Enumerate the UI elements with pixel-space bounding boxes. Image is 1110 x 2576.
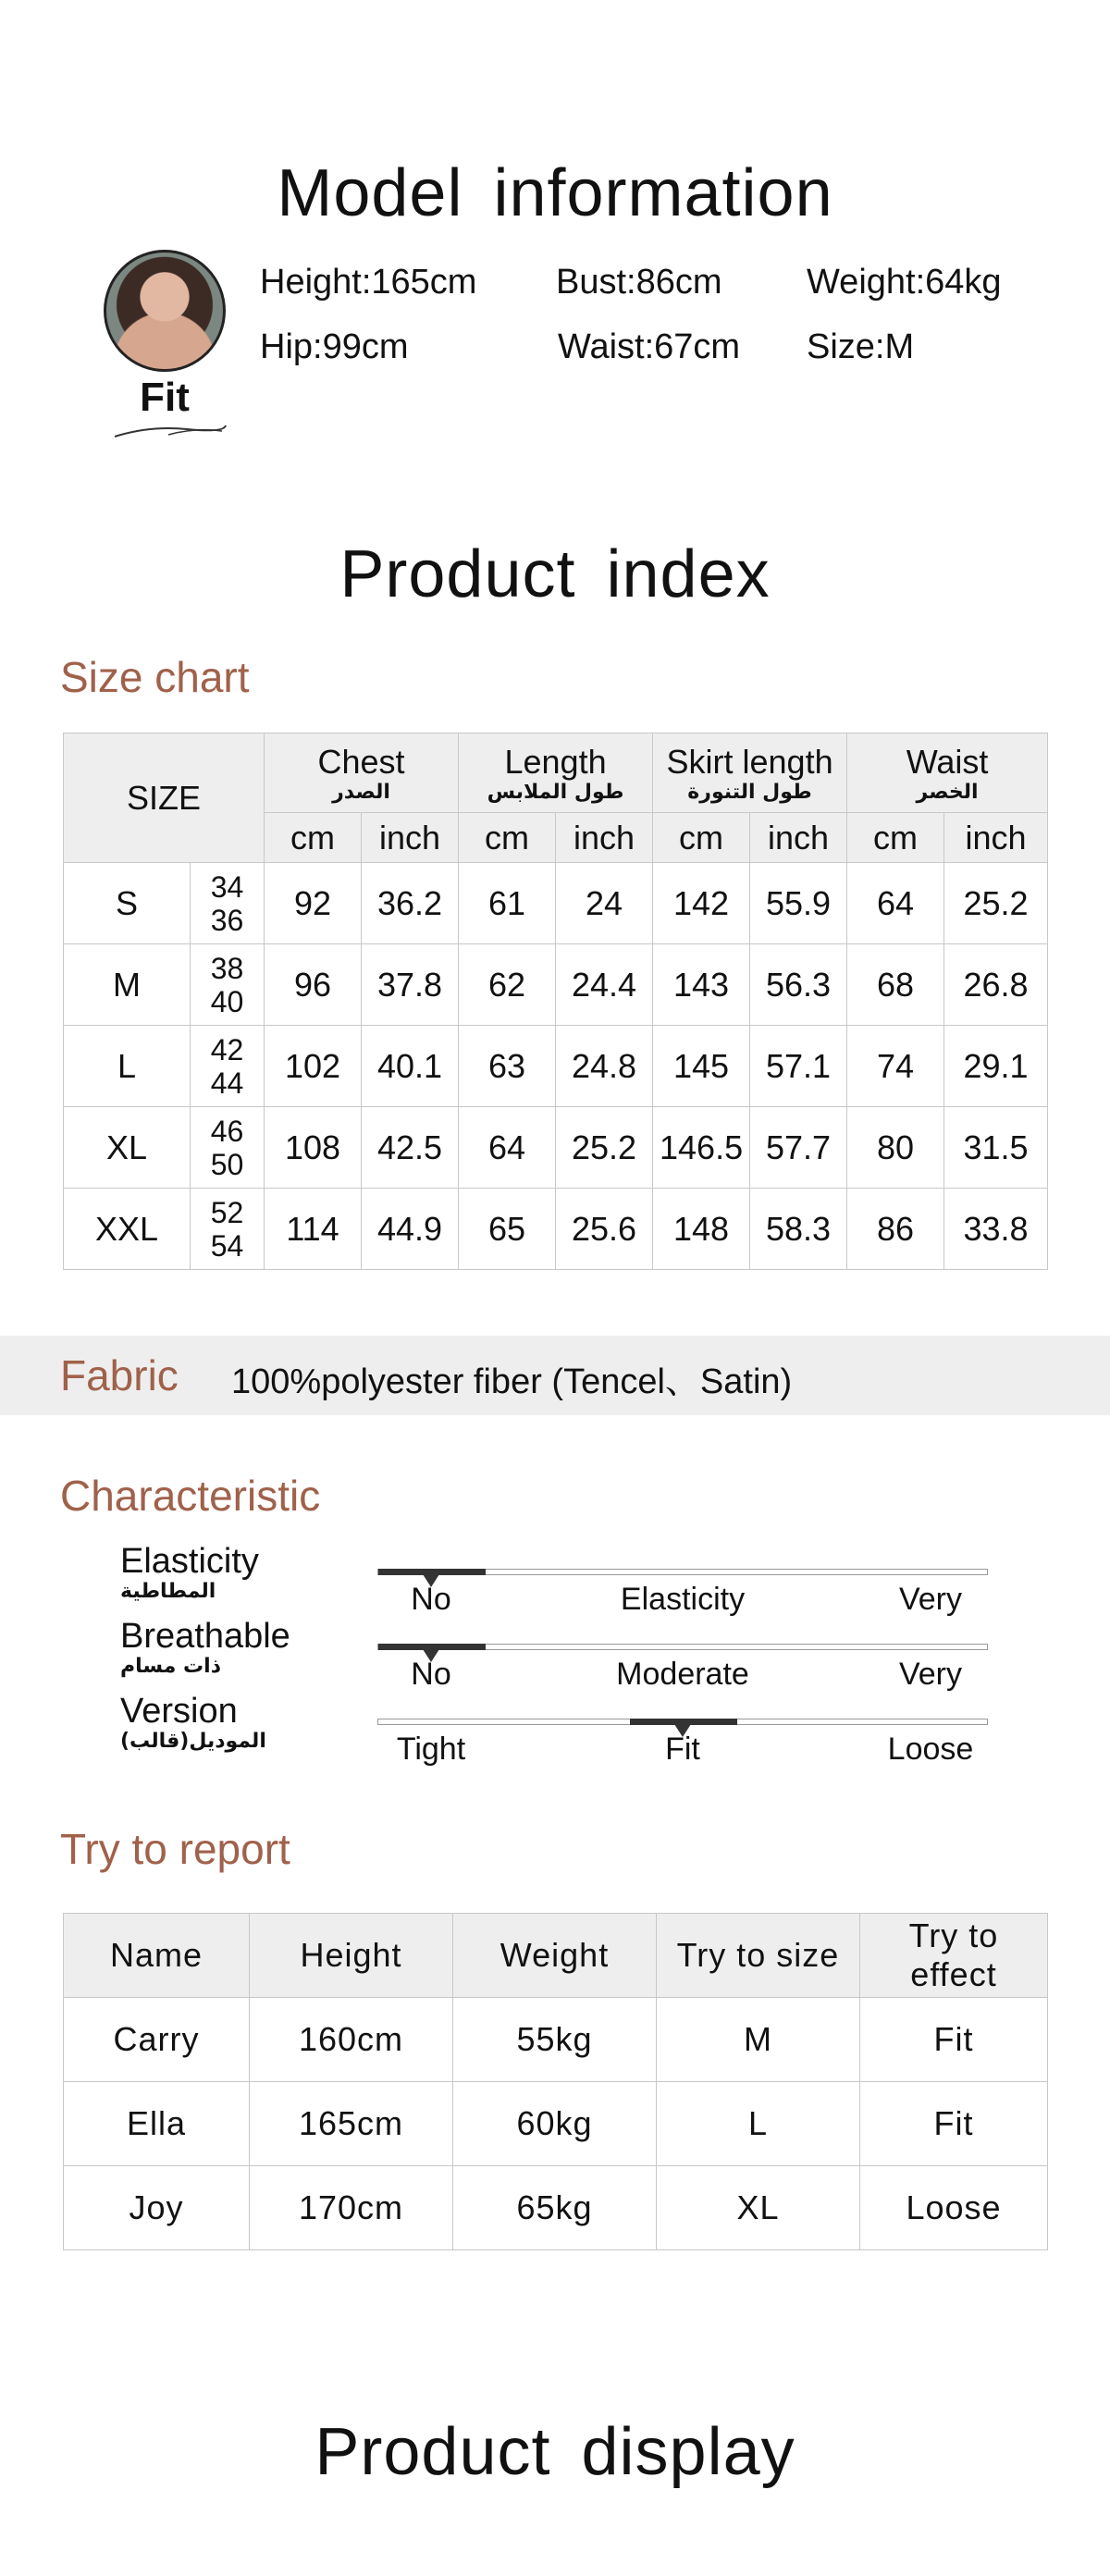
report-cell: Fit	[860, 2082, 1048, 2166]
measure-cell: 31.5	[944, 1107, 1048, 1189]
report-cell: Carry	[64, 1998, 250, 2082]
model-height: Height:165cm	[260, 263, 477, 302]
model-weight: Weight:64kg	[807, 263, 1002, 302]
eu-size-cell: 42 44	[191, 1026, 265, 1107]
fit-swoosh-icon	[113, 418, 228, 441]
report-cell: Loose	[860, 2166, 1048, 2250]
measure-cell: 57.1	[750, 1026, 847, 1107]
measure-cell: 24	[556, 863, 653, 944]
unit-header: cm	[653, 813, 750, 863]
fabric-value: 100%polyester fiber (Tencel、Satin)	[231, 1362, 793, 1401]
product-display-title: Product display	[314, 2415, 796, 2489]
characteristic-name: Elasticity	[120, 1542, 259, 1581]
measure-cell: 29.1	[944, 1026, 1048, 1107]
scale-label-mid: Elasticity	[620, 1582, 746, 1617]
characteristic-name: Version	[120, 1692, 238, 1731]
report-cell: 165cm	[250, 2082, 453, 2166]
size-cell: M	[64, 944, 191, 1026]
characteristic-name-ar: ذات مسام	[120, 1655, 221, 1678]
measure-cell: 37.8	[362, 944, 459, 1026]
scale-label-left: Tight	[396, 1732, 466, 1767]
unit-header: inch	[362, 813, 459, 863]
report-header-row	[64, 1914, 1048, 1998]
measure-cell: 80	[847, 1107, 944, 1189]
characteristic-name-ar: المطاطية	[120, 1580, 216, 1603]
characteristic-name: Breathable	[120, 1617, 290, 1656]
measure-cell: 57.7	[750, 1107, 847, 1189]
measure-cell: 145	[653, 1026, 750, 1107]
report-header-cell: Try to effect	[860, 1914, 1048, 1998]
model-information-title: Model information	[277, 156, 833, 230]
measure-cell: 40.1	[362, 1026, 459, 1107]
size-cell: XXL	[64, 1189, 191, 1270]
size-row	[64, 1189, 1048, 1270]
measure-cell: 102	[265, 1026, 362, 1107]
eu-size-cell: 34 36	[191, 863, 265, 944]
measure-cell: 44.9	[362, 1189, 459, 1270]
group-header-chest: Chest الصدر	[265, 733, 459, 813]
size-row	[64, 863, 1048, 944]
measure-cell: 42.5	[362, 1107, 459, 1189]
report-header-cell: Try to size	[657, 1914, 860, 1998]
measure-cell: 55.9	[750, 863, 847, 944]
measure-cell: 26.8	[944, 944, 1048, 1026]
model-waist: Waist:67cm	[558, 327, 741, 366]
report-header-cell: Height	[250, 1914, 453, 1998]
eu-size-cell: 38 40	[191, 944, 265, 1026]
measure-cell: 92	[265, 863, 362, 944]
characteristic-name-ar: الموديل(قالب)	[120, 1730, 266, 1753]
model-avatar	[104, 250, 226, 372]
unit-header: inch	[556, 813, 653, 863]
eu-size-cell: 46 50	[191, 1107, 265, 1189]
size-chart-table	[63, 733, 1048, 1270]
report-cell: Joy	[64, 2166, 250, 2250]
report-cell: XL	[657, 2166, 860, 2250]
size-cell: L	[64, 1026, 191, 1107]
report-cell: 55kg	[453, 1998, 657, 2082]
measure-cell: 108	[265, 1107, 362, 1189]
scale-label-left: No	[411, 1657, 451, 1692]
report-header-cell: Weight	[453, 1914, 657, 1998]
fabric-label: Fabric	[60, 1351, 179, 1399]
size-header: SIZE	[64, 733, 265, 863]
measure-cell: 68	[847, 944, 944, 1026]
size-cell: S	[64, 863, 191, 944]
measure-cell: 63	[459, 1026, 556, 1107]
group-header-waist: Waist الخصر	[847, 733, 1048, 813]
model-bust: Bust:86cm	[556, 263, 722, 302]
measure-cell: 36.2	[362, 863, 459, 944]
size-row	[64, 1026, 1048, 1107]
scale-label-right: Very	[898, 1657, 963, 1692]
measure-cell: 24.8	[556, 1026, 653, 1107]
product-index-title: Product index	[339, 537, 771, 611]
report-row	[64, 2166, 1048, 2250]
report-row	[64, 1998, 1048, 2082]
measure-cell: 62	[459, 944, 556, 1026]
measure-cell: 96	[265, 944, 362, 1026]
fit-logo-label: Fit	[140, 375, 190, 420]
report-cell: L	[657, 2082, 860, 2166]
measure-cell: 64	[459, 1107, 556, 1189]
measure-cell: 114	[265, 1189, 362, 1270]
unit-header: cm	[265, 813, 362, 863]
measure-cell: 25.2	[944, 863, 1048, 944]
report-cell: 170cm	[250, 2166, 453, 2250]
group-header-skirt-length: Skirt length طول التنورة	[653, 733, 847, 813]
report-cell: Fit	[860, 1998, 1048, 2082]
scale-label-left: No	[411, 1582, 451, 1617]
unit-header: inch	[750, 813, 847, 863]
model-hip: Hip:99cm	[260, 327, 409, 366]
size-row	[64, 1107, 1048, 1189]
measure-cell: 25.2	[556, 1107, 653, 1189]
measure-cell: 24.4	[556, 944, 653, 1026]
measure-cell: 56.3	[750, 944, 847, 1026]
report-header-cell: Name	[64, 1914, 250, 1998]
group-header-length: Length طول الملابس	[459, 733, 653, 813]
report-cell: 160cm	[250, 1998, 453, 2082]
measure-cell: 146.5	[653, 1107, 750, 1189]
try-to-report-label: Try to report	[60, 1825, 290, 1873]
size-chart-label: Size chart	[60, 653, 250, 701]
try-report-table	[63, 1913, 1048, 2250]
measure-cell: 25.6	[556, 1189, 653, 1270]
measure-cell: 86	[847, 1189, 944, 1270]
characteristic-label: Characteristic	[60, 1472, 321, 1520]
unit-header: cm	[459, 813, 556, 863]
report-cell: 60kg	[453, 2082, 657, 2166]
scale-label-right: Very	[898, 1582, 963, 1617]
size-row	[64, 944, 1048, 1026]
model-size: Size:M	[807, 327, 915, 366]
measure-cell: 148	[653, 1189, 750, 1270]
measure-cell: 65	[459, 1189, 556, 1270]
measure-cell: 143	[653, 944, 750, 1026]
measure-cell: 74	[847, 1026, 944, 1107]
measure-cell: 33.8	[944, 1189, 1048, 1270]
unit-header: inch	[944, 813, 1048, 863]
eu-size-cell: 52 54	[191, 1189, 265, 1270]
measure-cell: 58.3	[750, 1189, 847, 1270]
characteristic-scale-track	[377, 1644, 988, 1650]
report-cell: Ella	[64, 2082, 250, 2166]
measure-cell: 64	[847, 863, 944, 944]
characteristic-scale-track	[377, 1569, 988, 1575]
report-cell: 65kg	[453, 2166, 657, 2250]
measure-cell: 61	[459, 863, 556, 944]
size-cell: XL	[64, 1107, 191, 1189]
measure-cell: 142	[653, 863, 750, 944]
scale-label-right: Loose	[887, 1732, 974, 1767]
scale-label-mid: Moderate	[616, 1657, 749, 1692]
unit-header: cm	[847, 813, 944, 863]
report-row	[64, 2082, 1048, 2166]
scale-label-mid: Fit	[665, 1732, 700, 1767]
report-cell: M	[657, 1998, 860, 2082]
